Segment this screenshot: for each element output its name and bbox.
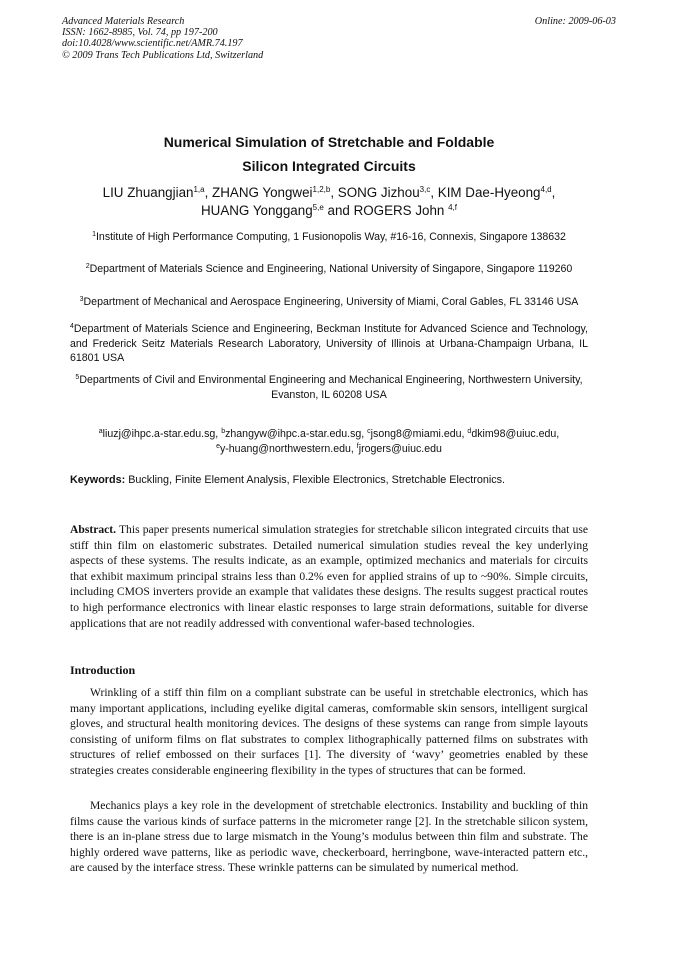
email-address[interactable]: liuzj@ihpc.a-star.edu.sg, — [102, 428, 222, 440]
affiliation-number: 5 — [75, 374, 80, 381]
affiliation-text: Institute of High Performance Computing, 1 Fusionopolis Way, #16-16, Connexis, Singapore 138632 — [95, 231, 566, 243]
abstract-label: Abstract. — [70, 523, 117, 536]
journal-doi: doi:10.4028/www.scientific.net/AMR.74.197 — [62, 38, 243, 50]
affiliation-text: Departments of Civil and Environmental Engineering and Mechanical Engineering, Northwestern University, Evanston, IL 60208 USA — [79, 374, 583, 401]
affiliation-number: 1 — [92, 231, 96, 238]
email-superscript: a — [98, 428, 103, 435]
affiliation-number: 2 — [85, 263, 90, 270]
keywords-label: Keywords: — [70, 474, 126, 486]
author-name: HUANG Yonggang — [200, 203, 313, 218]
affiliation-2 — [70, 262, 588, 277]
author-superscript: 5,e — [312, 203, 324, 212]
introduction-paragraph-1: Wrinkling of a stiff thin film on a compliant substrate can be useful in stretchable electronics, which has many important applications, including eyelike digital cameras, comformable skin sensors, intelligent surgical gloves, and structural health monitoring devices. The designs of these systems can range from simple layouts consisting of uniform films on flat substrates to complex lithographically patterned films on substrates with structures of relief embossed on their surfaces [1]. The diversity of ‘wavy’ geometries enabled by these strategies creates considerable engineering flexibility in the types of structures that can be formed. — [70, 686, 588, 777]
affiliation-3 — [70, 295, 588, 310]
abstract-text: This paper presents numerical simulation strategies for stretchable silicon integrated circuits that use stiff thin film on elastomeric substrates. Detailed numerical simulation studies reveal the key underlying aspects of these systems. The results indicate, as an example, optimized mechanics and materials for circuits that exhibit maximum principal strains less than 0.2% even for applied strains of up to ~90%. Simple circuits, including CMOS inverters provide an example that validates these designs. The results suggest practical routes to high performance electronics with linear elastic responses to large strain deformations, suitable for diverse applications that are not readily addressed with conventional wafer-based technologies. — [70, 523, 588, 630]
affiliation-4 — [70, 322, 588, 366]
affiliation-text: Department of Materials Science and Engineering, Beckman Institute for Advanced Science and Technology, and Frederick Seitz Materials Research Laboratory, University of Illinois at Urbana-Champaign Urbana, IL 61801 USA — [70, 323, 588, 365]
author-separator: , — [204, 185, 213, 200]
author-name: KIM Dae-Hyeong — [437, 185, 541, 200]
affiliation-number: 4 — [70, 323, 74, 330]
author-superscript: 4,f — [448, 203, 457, 212]
affiliation-text: Department of Materials Science and Engineering, National University of Singapore, Singapore 119260 — [89, 263, 573, 275]
author-superscript: 1,a — [193, 185, 205, 194]
affiliation-text: Department of Mechanical and Aerospace Engineering, University of Miami, Coral Gables, FL 33146 USA — [83, 296, 579, 308]
email-address[interactable]: jrogers@uiuc.edu — [358, 442, 442, 455]
email-superscript: f — [356, 442, 359, 450]
affiliation-1 — [70, 230, 588, 245]
email-superscript: c — [367, 428, 371, 435]
email-superscript: d — [467, 428, 472, 435]
keywords — [70, 473, 590, 487]
author-name: LIU Zhuangjian — [102, 185, 194, 200]
email-superscript: e — [216, 442, 220, 450]
author-separator: , — [430, 185, 438, 200]
author-name: ZHANG Yongwei — [212, 185, 313, 200]
journal-header — [62, 16, 616, 61]
section-heading-introduction: Introduction — [70, 663, 136, 677]
author-name: SONG Jizhou — [337, 185, 420, 200]
email-address[interactable]: y-huang@northwestern.edu, — [219, 442, 357, 455]
title-line-2: Silicon Integrated Circuits — [242, 158, 416, 174]
introduction-paragraph-2: Mechanics plays a key role in the development of stretchable electronics. Instability and buckling of thin films cause the various kinds of surface patterns in the micrometer range [2]. In the stretchable silicon system, there is an in-plane stress due to large mismatch in the Young’s modulus between thin film and substrate. The highly ordered wave patterns, like as periodic wave, checkerboard, herringbone, wave-interacted pattern etc., are caused by the interface stress. These wrinkle patterns can be simulated by numerical method. — [70, 799, 588, 875]
affiliation-5 — [70, 373, 588, 402]
title-line-1: Numerical Simulation of Stretchable and Foldable — [163, 134, 495, 150]
email-address[interactable]: zhangyw@ihpc.a-star.edu.sg, — [225, 428, 368, 440]
author-separator: and — [323, 203, 354, 218]
author-superscript: 4,d — [540, 185, 552, 194]
keywords-text: Buckling, Finite Element Analysis, Flexible Electronics, Stretchable Electronics. — [125, 474, 506, 486]
journal-copyright: © 2009 Trans Tech Publications Ltd, Switzerland — [62, 49, 264, 61]
author-superscript: 1,2,b — [312, 185, 331, 194]
email-address[interactable]: jsong8@miami.edu, — [370, 428, 468, 440]
journal-issn: ISSN: 1662-8985, Vol. 74, pp 197-200 — [62, 27, 218, 39]
author-list — [64, 184, 594, 220]
author-name: ROGERS John — [353, 203, 449, 218]
journal-name: Advanced Materials Research — [62, 16, 185, 27]
email-superscript: b — [221, 428, 226, 435]
affiliation-number: 3 — [79, 296, 84, 303]
author-superscript: 3,c — [419, 185, 431, 194]
author-separator: , — [551, 185, 556, 200]
online-date: Online: 2009-06-03 — [534, 16, 616, 27]
email-address[interactable]: dkim98@uiuc.edu, — [471, 428, 560, 440]
abstract — [70, 522, 588, 631]
author-separator: , — [330, 185, 338, 200]
paper-title — [70, 130, 588, 178]
author-emails — [66, 427, 592, 456]
